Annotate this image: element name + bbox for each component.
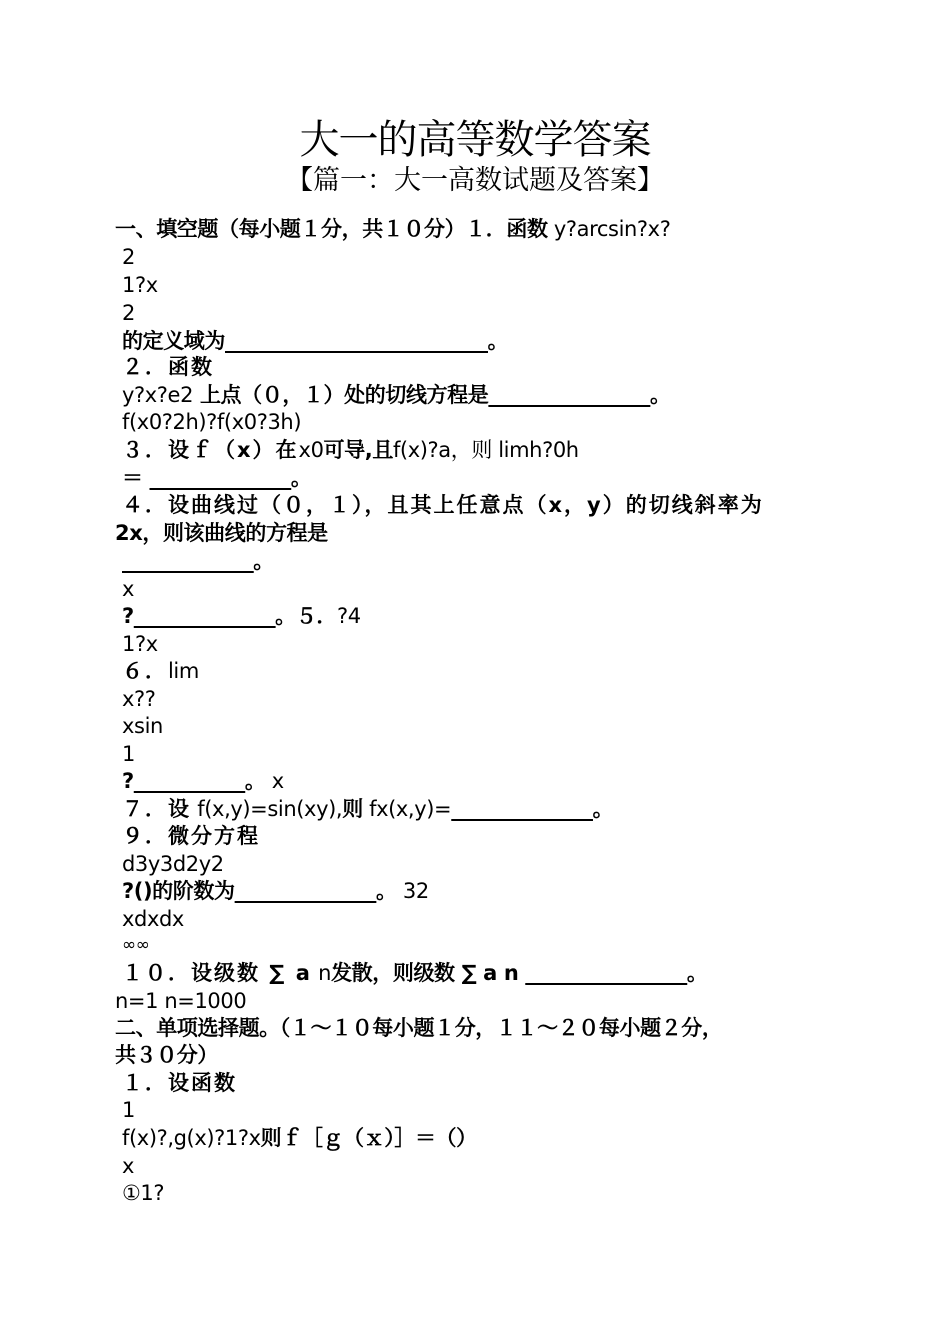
text-span: x [122, 1154, 135, 1178]
text-span: ______________。 [451, 797, 614, 821]
text-line [122, 822, 260, 850]
text-line [122, 685, 156, 713]
text-span: 可导,且 [323, 438, 393, 462]
text-span: ?___________。 [122, 769, 266, 793]
text-span: 32 [396, 879, 429, 903]
text-line [115, 1014, 723, 1042]
page-subtitle: 【篇一：大一高数试题及答案】 [286, 165, 664, 196]
text-line [122, 740, 135, 768]
text-line [122, 1152, 134, 1180]
text-line [115, 987, 246, 1015]
text-span: 则 [342, 797, 363, 821]
text-line [122, 1069, 237, 1097]
text-span: 2 [122, 301, 135, 325]
text-span: xsin [122, 714, 163, 738]
text-span: y?x?e2 [122, 383, 194, 407]
text-line [122, 602, 361, 630]
section-heading-fill-blank: 一、填空题（每小题１分，共１０分）１．函数 [115, 217, 548, 241]
text-line [122, 850, 224, 878]
section-heading-single-choice: 二、单项选择题。（１～１０每小题１分，１１～２０每小题２分， [115, 1016, 723, 1040]
question-label: ６． [122, 659, 168, 683]
text-line [122, 381, 671, 409]
text-span: 1?x [122, 273, 158, 297]
text-span: 2 [122, 245, 135, 269]
text-span: 2x，则该曲线的方程是 [115, 521, 328, 545]
text-line [115, 215, 670, 243]
question-label: １．设函数 [122, 1071, 237, 1095]
text-line [122, 877, 429, 905]
text-line [122, 1179, 164, 1207]
text-line [122, 1124, 477, 1152]
text-span: ?______________。５． [122, 604, 337, 628]
text-span: 则ｆ［ｇ（ｘ）］＝（） [260, 1126, 477, 1150]
text-span: n=1 n=1000 [115, 989, 247, 1013]
text-line [122, 575, 134, 603]
text-span: x [122, 577, 135, 601]
text-span: f(x0?2h)?f(x0?3h) [122, 410, 302, 434]
text-line [122, 767, 284, 795]
text-line [122, 299, 135, 327]
text-line [122, 630, 158, 658]
text-line [122, 1096, 135, 1124]
text-line [122, 243, 135, 271]
text-span: f(x)?,g(x)?1?x [122, 1126, 261, 1150]
answer-blank: _____________。 [122, 549, 274, 573]
text-span: n [311, 961, 332, 985]
text-span: limh?0h [491, 438, 579, 462]
text-line [122, 795, 613, 823]
text-span: xdxdx [122, 907, 184, 931]
page-title: 大一的高等数学答案 [299, 117, 651, 163]
text-span: ①1? [122, 1181, 165, 1205]
text-span: ∞∞ [122, 935, 150, 955]
text-line [122, 712, 163, 740]
text-line [122, 353, 214, 381]
text-line [122, 657, 199, 685]
text-span: x [265, 769, 284, 793]
question-label: ２．函数 [122, 355, 214, 379]
text-line [122, 547, 274, 575]
text-line [122, 327, 508, 355]
text-span: fx(x,y)= [362, 797, 452, 821]
text-span: ?()的阶数为______________。 [122, 879, 397, 903]
text-span: x0 [298, 438, 324, 462]
text-line [115, 1041, 218, 1069]
text-span: d3y3d2y2 [122, 852, 224, 876]
text-span: 1 [122, 1098, 135, 1122]
text-line [115, 519, 328, 547]
text-line [122, 271, 158, 299]
question-label: ７．设 [122, 797, 191, 821]
text-span: 1?x [122, 632, 158, 656]
question-label: ４．设曲线过（０，１），且其上任意点（x，y）的切线斜率为 [122, 493, 764, 517]
text-span: f(x)?a，则 [392, 438, 492, 462]
question-label: ９．微分方程 [122, 824, 260, 848]
text-line [122, 959, 708, 987]
text-line [122, 436, 579, 464]
text-line [122, 408, 301, 436]
text-span: 1 [122, 742, 135, 766]
text-span: ＝ ______________。 [122, 466, 312, 490]
text-span: f(x,y)=sin(xy), [191, 797, 343, 821]
text-span: x?? [122, 687, 156, 711]
text-span: 发散，则级数 ∑ a n ________________。 [331, 961, 708, 985]
question-label: １０．设级数 ∑ a [122, 961, 312, 985]
text-line [122, 491, 764, 519]
text-span: 共３０分） [115, 1043, 218, 1067]
text-span: 上点（０，１）处的切线方程是________________。 [193, 383, 671, 407]
question-label: ３．设ｆ（x）在 [122, 438, 299, 462]
text-span: y?arcsin?x? [547, 217, 671, 241]
text-line [122, 464, 312, 492]
text-line [122, 931, 150, 959]
text-line [122, 905, 184, 933]
text-span: lim [168, 659, 199, 683]
text-span: ?4 [336, 604, 361, 628]
text-span: 的定义域为__________________________。 [122, 329, 509, 353]
